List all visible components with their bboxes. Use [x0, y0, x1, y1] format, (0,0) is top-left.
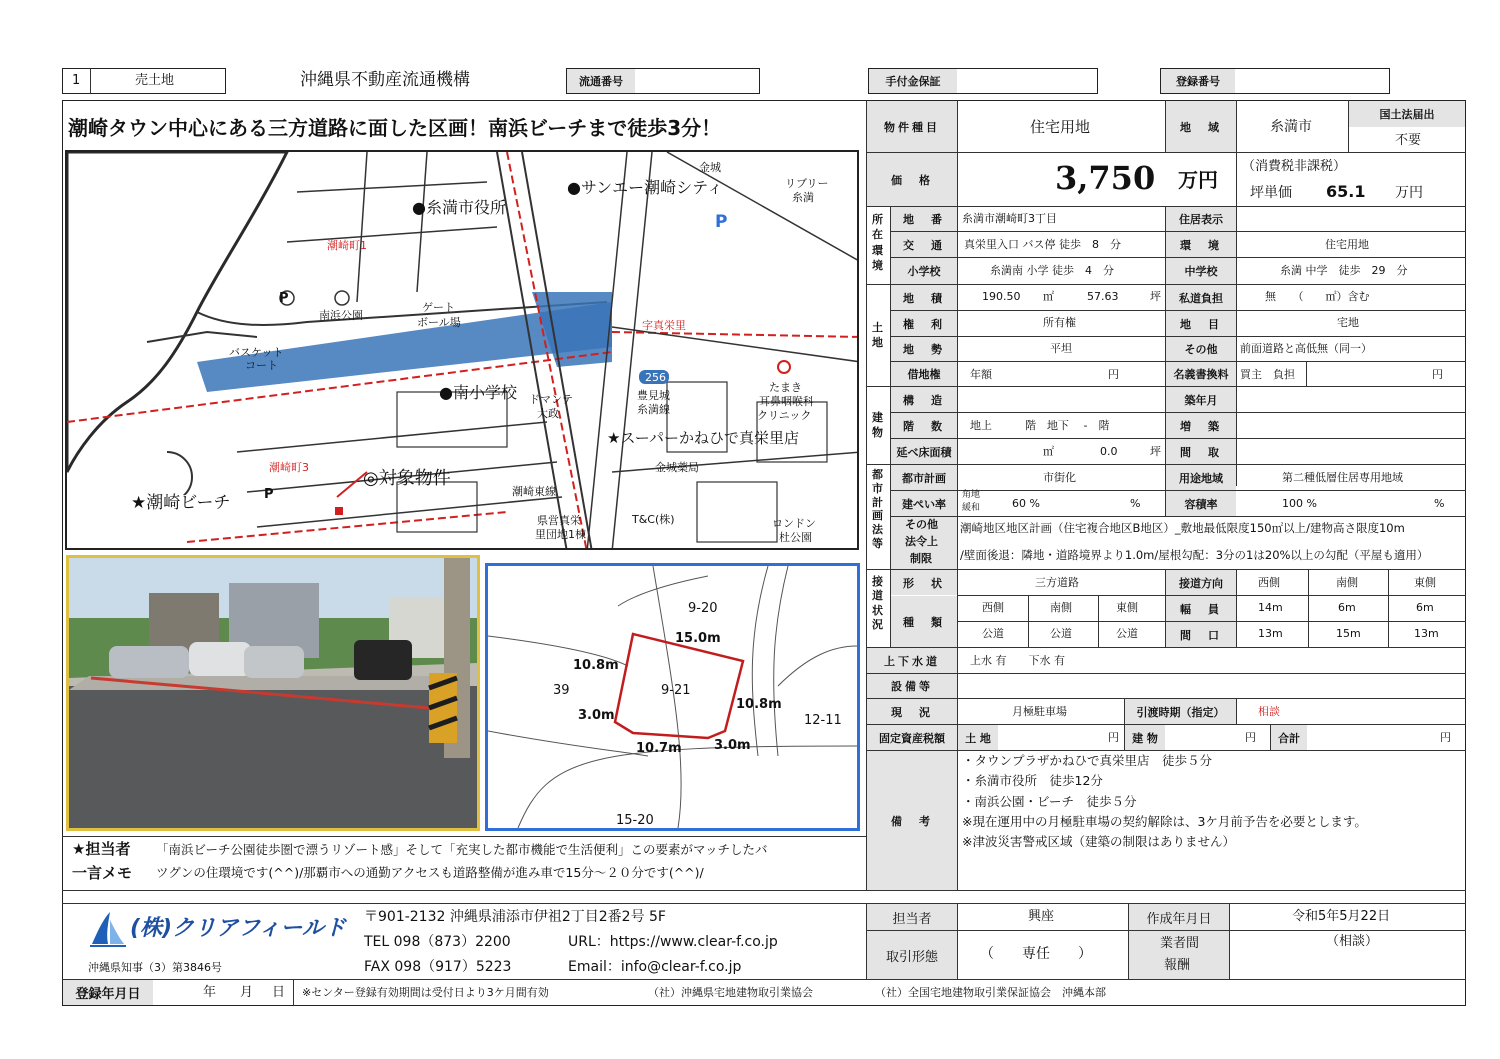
kokudo-value: 不要 [1395, 133, 1422, 148]
shurui-south: 南側 [1050, 601, 1072, 614]
kenri-label: 権 利 [891, 311, 957, 336]
biko-line-5: ※津波災害警戒区域（建築の制限はありません） [962, 834, 1235, 849]
m2-unit: ㎡ [1043, 290, 1054, 303]
map-label-kanehide: ★スーパーかねひで真栄里店 [607, 429, 799, 447]
tsubo-value: 65.1 [1326, 182, 1366, 201]
plot-dim-corner-west: 3.0m [578, 708, 615, 723]
parking-icon: P [279, 291, 289, 306]
parking-icon: P [715, 212, 728, 232]
fukuin-east: 6m [1416, 601, 1434, 614]
biko-line-3: ・南浜公園・ビーチ 徒歩５分 [962, 794, 1137, 809]
map-label-domante: ドマンテ [529, 393, 573, 406]
kenri-value: 所有権 [1043, 316, 1076, 329]
setsubi-label: 設備等 [867, 674, 957, 698]
map-label-basket: バスケット [229, 346, 284, 359]
nobe-label: 延べ床面積 [891, 439, 957, 464]
hoka-label-1: その他 [905, 518, 938, 531]
sonota-value: 前面道路と高低無（同一） [1240, 342, 1372, 355]
company-logo-icon [88, 910, 128, 950]
hikiwatashi-label: 引渡時期（指定） [1125, 699, 1236, 724]
kakaku-label: 価 格 [867, 153, 957, 206]
kotei-tatemono-label: 建 物 [1125, 725, 1165, 750]
hoko-south: 南側 [1336, 576, 1358, 589]
kenpei-label: 建ぺい率 [891, 491, 957, 516]
chu-label: 中学校 [1166, 258, 1236, 284]
reg-date-label: 登録年月日 [63, 980, 153, 1005]
map-label-itoman: 糸満 [792, 191, 814, 204]
company-email: Email：info@clear-f.co.jp [568, 959, 742, 975]
price-unit: 万円 [1178, 168, 1218, 192]
sonota-label: その他 [1166, 337, 1236, 361]
chiiki-label: 地 域 [1166, 101, 1236, 152]
map-label-route256: 256 [645, 371, 666, 384]
kotei-tatemono-yen: 円 [1245, 731, 1256, 744]
biko-line-2: ・糸満市役所 徒歩12分 [962, 773, 1103, 788]
map-label-london: ロンドン [772, 517, 816, 530]
meigi-label: 名義書換料 [1166, 362, 1236, 386]
keijo-label: 形 状 [891, 570, 957, 595]
comment-line-1: 「南浜ビーチ公園徒歩圏で漂うリゾート感」そして「充実した都市機能で生活便利」この要素がマッチしたバ [156, 842, 768, 857]
kotei-tochi-yen: 円 [1108, 731, 1119, 744]
kakuchi-label: 角地 [962, 490, 981, 500]
kotsu-value: 真栄里入口 バス停 徒歩 8 分 [964, 238, 1121, 251]
keijo-value: 三方道路 [1035, 576, 1079, 589]
company-url: URL：https://www.clear-f.co.jp [568, 934, 778, 950]
map-label-ball: ボール場 [417, 316, 461, 329]
map-label-minamihama-park: 南浜公園 [319, 309, 363, 322]
map-label-court: コート [245, 359, 278, 372]
koudo-west: 公道 [982, 627, 1004, 640]
yoto-value: 第二種低層住居専用地域 [1282, 471, 1403, 484]
chu-value: 糸満 中学 徒歩 29 分 [1280, 264, 1408, 277]
shurui-label: 種 類 [891, 596, 957, 647]
map-label-minami-school: ●南小学校 [439, 383, 517, 402]
nobe-value: 0.0 [1100, 445, 1118, 458]
kotei-tochi-label: 土 地 [958, 725, 998, 750]
chiiki-value: 糸満市 [1270, 119, 1312, 135]
chisei-label: 地 勢 [891, 337, 957, 361]
map-label-kenei2: 里団地1棟 [535, 528, 586, 541]
kokudo-label: 国土法届出 [1349, 101, 1465, 127]
plot-label-15-20: 15-20 [616, 813, 654, 828]
maguchi-west: 13m [1258, 627, 1283, 640]
tanto-label: 担当者 [867, 904, 957, 930]
biko-line-4: ※現在運用中の月極駐車場の契約解除は、3ケ月前予告を必要とします。 [962, 814, 1367, 829]
meigi-value: 買主 負担 [1240, 368, 1295, 381]
kozo-label: 構 造 [891, 387, 957, 412]
plot-label-12-11: 12-11 [804, 713, 842, 728]
site-photo [66, 555, 480, 831]
koudo-east: 公道 [1116, 627, 1138, 640]
zochiku-label: 増 築 [1166, 413, 1236, 438]
chiku-label: 築年月 [1166, 387, 1236, 412]
josuido-label: 上下水道 [867, 648, 957, 673]
price-value: 3,750 [1055, 159, 1156, 197]
chimoku-value: 宅地 [1337, 316, 1359, 329]
shakuchi-yen: 円 [1108, 368, 1119, 381]
toroku-label: 登録番号 [1161, 69, 1235, 93]
sho-label: 小学校 [891, 258, 957, 284]
tetsuke-label: 手付金保証 [869, 69, 957, 93]
meigi-yen: 円 [1432, 368, 1443, 381]
setsudo-side-label: 接道状況 [872, 575, 883, 631]
chimoku-label: 地 目 [1166, 311, 1236, 336]
map-label-taisei: 大政 [537, 407, 559, 420]
kaisu-label: 階 数 [891, 413, 957, 438]
map-label-libre: リブリー [785, 177, 829, 190]
chisei-value: 平坦 [1050, 342, 1072, 355]
chiseki-tsubo: 57.63 [1087, 290, 1119, 303]
fukuin-west: 14m [1258, 601, 1283, 614]
tatemono-side-label: 建物 [872, 411, 883, 440]
org-name: 沖縄県不動産流通機構 [300, 70, 470, 90]
hoko-east: 東側 [1414, 576, 1436, 589]
nobe-m2: ㎡ [1043, 445, 1054, 458]
company-tel: TEL 098（873）2200 [364, 934, 511, 950]
map-label-mori-park: 杜公園 [779, 531, 812, 544]
hoka-label-2: 法令上 [905, 535, 938, 548]
yoto-label: 用途地域 [1166, 465, 1236, 490]
genkyo-label: 現 況 [867, 699, 957, 724]
toshikeikaku-label: 都市計画 [891, 465, 957, 490]
hoka-label-3: 制限 [910, 552, 932, 565]
reg-month: 月 [240, 985, 254, 1000]
maguchi-south: 15m [1336, 627, 1361, 640]
map-label-tamaki: たまき [769, 381, 802, 394]
map-label-kenei1: 県営真栄 [537, 514, 581, 527]
kenpei-percent: % [1130, 497, 1141, 510]
plot-label-9-20: 9-20 [688, 601, 718, 616]
company-address: 〒901-2132 沖縄県浦添市伊祖2丁目2番2号 5F [364, 909, 666, 925]
sakusei-value: 令和5年5月22日 [1292, 909, 1391, 924]
madori-label: 間 取 [1166, 439, 1236, 464]
parking-icon: P [264, 487, 274, 502]
map-label-shiozaki1: 潮崎町1 [327, 239, 367, 252]
hoko-label: 接道方向 [1166, 570, 1236, 595]
map-label-sanei: ●サンエー潮崎シティ [567, 178, 723, 197]
headline: 潮崎タウン中心にある三方道路に面した区画！南浜ビーチまで徒歩3分！ [68, 116, 722, 140]
jukyo-label: 住居表示 [1166, 207, 1236, 231]
map-label-maesato: 字真栄里 [642, 319, 686, 332]
sheet-no: 1 [72, 73, 81, 88]
assoc-2: （社）全国宅地建物取引業保証協会 沖縄本部 [875, 986, 1106, 999]
plot-dim-west: 10.8m [573, 658, 619, 673]
plot-dim-south: 10.7m [636, 741, 682, 756]
chiseki-m2: 190.50 [982, 290, 1021, 303]
map-label-target: ◎対象物件 [363, 468, 451, 489]
hoshu-label-2: 報酬 [1164, 958, 1191, 973]
nobe-tsubo: 坪 [1150, 445, 1161, 458]
hoka-line-1: 潮崎地区地区計画（住宅複合地区B地区）_敷地最低限度150㎡以上/建物高さ限度10m [960, 521, 1405, 535]
tsubo-word: 坪 [1150, 290, 1161, 303]
kotei-label: 固定資産税額 [867, 725, 957, 750]
map-label-clinic: クリニック [757, 409, 812, 422]
map-label-kinjo: 金城 [699, 161, 721, 174]
kankyo-label: 環 境 [1166, 232, 1236, 257]
kotsu-label: 交 通 [891, 232, 957, 257]
hoshu-label-1: 業者間 [1160, 936, 1200, 951]
toshi-side-label: 都市計画法等 [872, 468, 883, 550]
toshikeikaku-value: 市街化 [1043, 471, 1076, 484]
kotei-gokei-label: 合計 [1271, 725, 1307, 750]
site-photo-drawing [69, 558, 477, 828]
sho-value: 糸満南 小学 徒歩 4 分 [990, 264, 1114, 277]
reg-year: 年 [203, 985, 217, 1000]
map-label-shiozaki3: 潮崎町3 [269, 461, 309, 474]
hoshu-value: （相談） [1326, 934, 1379, 949]
josuido-value: 上水 有 下水 有 [970, 654, 1065, 667]
plot-dim-east: 10.8m [736, 697, 782, 712]
plot-diagram [485, 563, 860, 831]
kaisu-value: 地上 階 地下 - 階 [970, 419, 1110, 432]
shurui-east: 東側 [1116, 601, 1138, 614]
fukuin-label: 幅 員 [1166, 596, 1236, 621]
plot-label-9-21: 9-21 [661, 683, 691, 698]
map-label-tomigusuku: 豊見城 [637, 389, 670, 402]
ryutsu-label: 流通番号 [567, 69, 635, 93]
bukken-label: 物件種目 [867, 101, 957, 152]
sakusei-label: 作成年月日 [1129, 904, 1229, 930]
tsubo-unit: 万円 [1395, 185, 1423, 201]
koudo-south: 公道 [1050, 627, 1072, 640]
area-map [65, 150, 859, 550]
shido-label: 私道負担 [1166, 285, 1236, 310]
plot-label-39: 39 [553, 683, 570, 698]
company-fax: FAX 098（917）5223 [364, 959, 512, 975]
hoka-line-2: /壁面後退：隣地・道路境界より1.0m/屋根勾配：3分の1は20%以上の勾配（平屋も適用） [960, 548, 1429, 562]
chiban-value: 糸満市潮崎町3丁目 [962, 212, 1057, 225]
shido-value: 無 （ ㎡）含む [1265, 290, 1370, 303]
kenpei-value: 60 % [1012, 497, 1040, 510]
tsubo-label: 坪単価 [1250, 185, 1292, 201]
tochi-side-label: 土地 [872, 321, 883, 350]
tanto-value: 興座 [1028, 909, 1055, 924]
chiban-label: 地 番 [891, 207, 957, 231]
chiseki-label: 地 積 [891, 285, 957, 310]
bukken-value: 住宅用地 [1030, 118, 1091, 136]
yoseki-percent: % [1434, 497, 1445, 510]
comment-label-2: 一言メモ [72, 864, 133, 882]
plot-dim-north: 15.0m [675, 631, 721, 646]
yoseki-label: 容積率 [1166, 491, 1236, 516]
torihiki-label: 取引形態 [867, 931, 957, 979]
kotei-gokei-yen: 円 [1440, 731, 1451, 744]
map-label-gate: ゲート [422, 301, 455, 314]
plot-dim-corner-east: 3.0m [714, 738, 751, 753]
fukuin-south: 6m [1338, 601, 1356, 614]
hikiwatashi-value: 相談 [1258, 705, 1280, 718]
tax-note: （消費税非課税） [1242, 159, 1347, 174]
map-label-ent: 耳鼻咽喉科 [759, 395, 814, 408]
shozai-side-label: 所在環境 [872, 213, 883, 273]
biko-label: 備 考 [867, 751, 957, 890]
assoc-1: （社）沖縄県宅地建物取引業協会 [648, 986, 813, 999]
company-logo-text: (株)クリアフィールド [130, 916, 346, 941]
sheet-type: 売土地 [135, 73, 175, 88]
reg-day: 日 [272, 985, 286, 1000]
reg-note: ※センター登録有効期間は受付日より3ケ月間有効 [302, 986, 549, 999]
map-label-city-hall: ●糸満市役所 [412, 198, 506, 217]
hoko-west: 西側 [1258, 576, 1280, 589]
yoseki-value: 100 % [1282, 497, 1317, 510]
map-label-pharmacy: 金城薬局 [655, 461, 699, 474]
map-label-beach: ★潮崎ビーチ [131, 493, 231, 513]
kankyo-value: 住宅用地 [1325, 238, 1369, 251]
shurui-west: 西側 [982, 601, 1004, 614]
maguchi-label: 間 口 [1166, 622, 1236, 647]
biko-line-1: ・タウンプラザかねひで真栄里店 徒歩５分 [962, 753, 1213, 768]
genkyo-value: 月極駐車場 [1012, 705, 1067, 718]
kanwa-label: 緩和 [962, 503, 981, 513]
comment-line-2: ツグンの住環境です(^^)/那覇市への通勤アクセスも道路整備が進み車で15分～２０分です(^^)/ [156, 865, 704, 880]
maguchi-east: 13m [1414, 627, 1439, 640]
company-license: 沖縄県知事（3）第3846号 [88, 961, 222, 974]
comment-label-1: ★担当者 [72, 840, 131, 858]
shakuchi-value: 年額 [970, 368, 992, 381]
map-label-tc: T&C(株) [632, 513, 675, 526]
map-label-higashi-line: 潮崎東線 [512, 485, 556, 498]
shakuchi-label: 借地権 [891, 362, 957, 386]
map-label-itoman-line: 糸満線 [637, 403, 670, 416]
torihiki-value: （ 専任 ） [980, 946, 1092, 962]
